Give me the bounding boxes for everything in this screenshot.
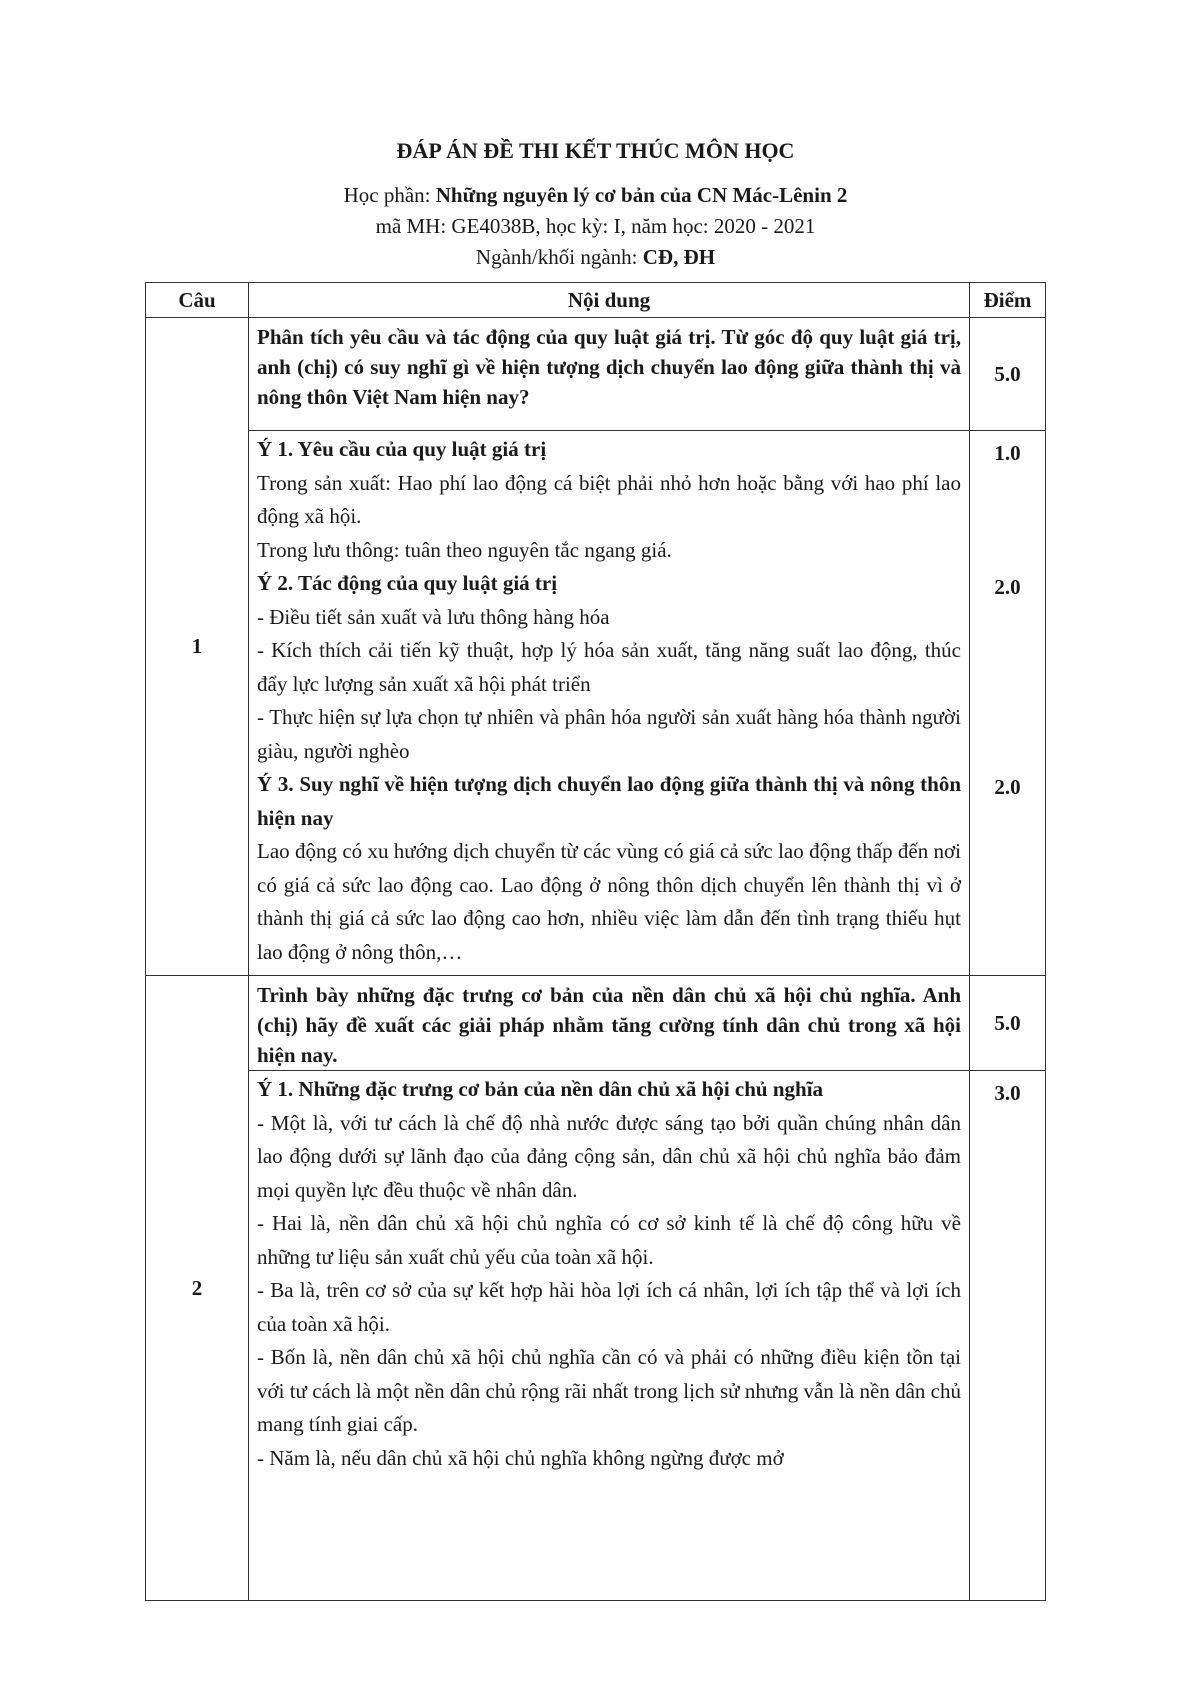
- course-label: Học phần:: [343, 183, 436, 207]
- part-score: 3.0: [994, 1081, 1021, 1105]
- question-prompt: Trình bày những đặc trưng cơ bản của nền dân chủ xã hội chủ nghĩa. Anh (chị) hãy đề xuất các giải pháp nhằm tăng cường tính dân chủ trong xã hội hiện nay.: [249, 976, 970, 1071]
- part-line: - Hai là, nền dân chủ xã hội chủ nghĩa có cơ sở kinh tế là chế độ công hữu về những tư liệu sản xuất chủ yếu của toàn xã hội.: [257, 1211, 961, 1269]
- table-row: [146, 318, 1046, 431]
- question-score: 5.0: [970, 318, 1046, 431]
- answer-table: [145, 282, 1046, 1601]
- course-info: mã MH: GE4038B, học kỳ: I, năm học: 2020 - 2021: [375, 214, 816, 238]
- table-row: [146, 431, 1046, 976]
- table-header-row: [146, 283, 1046, 318]
- header-noi-dung: Nội dung: [249, 283, 970, 318]
- part-line: - Năm là, nếu dân chủ xã hội chủ nghĩa không ngừng được mở: [257, 1445, 784, 1470]
- part-scores: [970, 1071, 1046, 1601]
- question-prompt: Phân tích yêu cầu và tác động của quy luật giá trị. Từ góc độ quy luật giá trị, anh (chị) có suy nghĩ gì về hiện tượng dịch chuyển lao động giữa thành thị và nông thôn Việt Nam hiện nay?: [249, 318, 970, 431]
- part-heading: Ý 2. Tác động của quy luật giá trị: [257, 571, 558, 595]
- question-number: 2: [146, 976, 249, 1601]
- part-line: - Điều tiết sản xuất và lưu thông hàng hóa: [257, 604, 610, 629]
- header-diem: Điểm: [970, 283, 1046, 318]
- table-row: [146, 976, 1046, 1071]
- part-line: Lao động có xu hướng dịch chuyển từ các vùng có giá cả sức lao động thấp đến nơi có giá cả sức lao động cao. Lao động ở nông thôn dịch chuyển lên thành thị vì ở thành thị giá cả sức lao động cao hơn, nhiều việc làm dẫn đến tình trạng thiếu hụt lao động ở nông thôn,…: [257, 839, 961, 964]
- part-scores: [970, 431, 1046, 976]
- part-line: - Kích thích cải tiến kỹ thuật, hợp lý hóa sản xuất, tăng năng suất lao động, thúc đẩy lực lượng sản xuất xã hội phát triển: [257, 638, 961, 696]
- part-score: 2.0: [994, 775, 1021, 799]
- part-line: Trong lưu thông: tuân theo nguyên tắc ngang giá.: [257, 537, 672, 562]
- part-heading: Ý 3. Suy nghĩ về hiện tượng dịch chuyển lao động giữa thành thị và nông thôn hiện nay: [257, 772, 961, 830]
- answer-content: [249, 1071, 970, 1601]
- part-score: 2.0: [994, 574, 1021, 599]
- part-line: - Một là, với tư cách là chế độ nhà nước được sáng tạo bởi quần chúng nhân dân lao động dưới sự lãnh đạo của đảng cộng sản, dân chủ xã hội chủ nghĩa bảo đảm mọi quyền lực đều thuộc về nhân dân.: [257, 1110, 961, 1202]
- question-score: 5.0: [970, 976, 1046, 1071]
- major-line: [0, 245, 1191, 270]
- major-value: CĐ, ĐH: [642, 245, 716, 269]
- part-line: - Bốn là, nền dân chủ xã hội chủ nghĩa cần có và phải có những điều kiện tồn tại với tư cách là một nền dân chủ rộng rãi nhất trong lịch sử nhưng vẫn là nền dân chủ mang tính giai cấp.: [257, 1345, 961, 1436]
- question-number: 1: [146, 318, 249, 976]
- course-line: [0, 183, 1191, 208]
- document-title: ĐÁP ÁN ĐỀ THI KẾT THÚC MÔN HỌC: [396, 138, 795, 163]
- header-cau: Câu: [146, 283, 249, 318]
- course-name: Những nguyên lý cơ bản của CN Mác-Lênin 2: [435, 183, 848, 207]
- part-heading: Ý 1. Những đặc trưng cơ bản của nền dân chủ xã hội chủ nghĩa: [257, 1077, 824, 1101]
- part-line: - Ba là, trên cơ sở của sự kết hợp hài hòa lợi ích cá nhân, lợi ích tập thể và lợi ích của toàn xã hội.: [257, 1278, 961, 1336]
- part-line: - Thực hiện sự lựa chọn tự nhiên và phân hóa người sản xuất hàng hóa thành người giàu, người nghèo: [257, 705, 961, 763]
- part-heading: Ý 1. Yêu cầu của quy luật giá trị: [257, 437, 547, 461]
- major-label: Ngành/khối ngành:: [475, 245, 643, 269]
- part-line: Trong sản xuất: Hao phí lao động cá biệt phải nhỏ hơn hoặc bằng với hao phí lao động xã hội.: [257, 470, 961, 528]
- part-score: 1.0: [994, 441, 1021, 465]
- answer-content: [249, 431, 970, 976]
- table-row: [146, 1071, 1046, 1601]
